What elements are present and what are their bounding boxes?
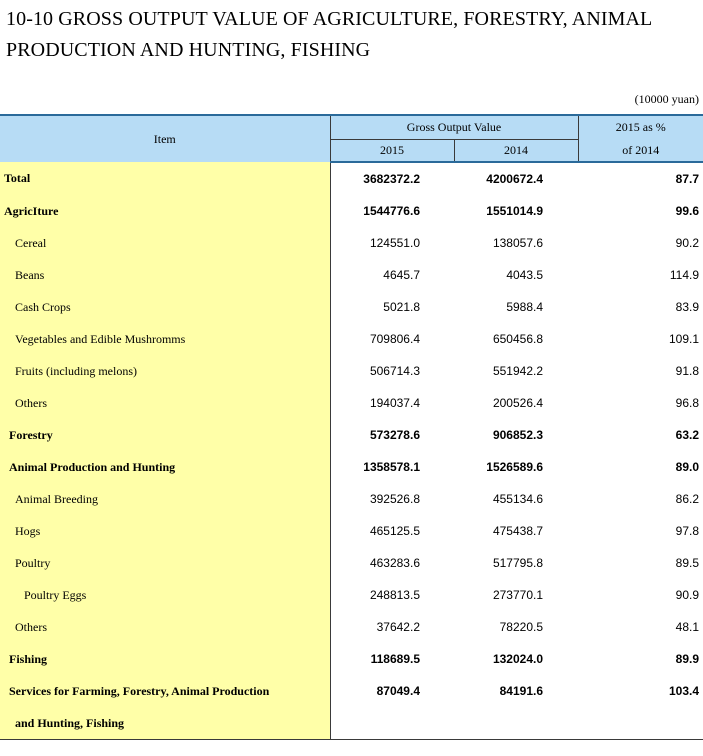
row-label: Hogs — [0, 515, 330, 547]
value-2014: 132024.0 — [492, 652, 544, 666]
value-pct: 90.9 — [675, 588, 700, 602]
value-2014: 200526.4 — [492, 396, 544, 410]
value-pct: 99.6 — [675, 204, 700, 218]
value-2015: 124551.0 — [369, 236, 420, 250]
value-2015: 87049.4 — [376, 684, 420, 698]
value-2014: 551942.2 — [492, 364, 544, 378]
value-pct: 89.5 — [675, 556, 700, 570]
row-label: Fishing — [0, 643, 330, 675]
value-pct: 103.4 — [668, 684, 700, 698]
value-2014: 84191.6 — [499, 684, 544, 698]
value-2015: 506714.3 — [369, 364, 420, 378]
value-2014: 78220.5 — [499, 620, 544, 634]
value-2015: 5021.8 — [383, 300, 420, 314]
value-pct: 86.2 — [675, 492, 700, 506]
row-label: Animal Production and Hunting — [0, 451, 330, 483]
value-2014: 475438.7 — [492, 524, 544, 538]
header-gross-output-value: Gross Output Value — [330, 115, 578, 139]
page-title: 10-10 GROSS OUTPUT VALUE OF AGRICULTURE, FORESTRY, ANIMAL PRODUCTION AND HUNTING, FISHING — [6, 8, 652, 61]
header-item: Item — [0, 115, 330, 162]
value-pct: 97.8 — [675, 524, 700, 538]
row-label: Cereal — [0, 227, 330, 259]
value-2015: 392526.8 — [369, 492, 420, 506]
unit-label: (10000 yuan) — [634, 92, 699, 106]
value-2014: 517795.8 — [492, 556, 544, 570]
value-pct: 83.9 — [675, 300, 700, 314]
value-2015: 118689.5 — [370, 652, 420, 666]
row-label: Poultry — [0, 547, 330, 579]
value-2015 — [330, 707, 454, 740]
value-2014: 5988.4 — [506, 300, 544, 314]
value-2015: 248813.5 — [369, 588, 420, 602]
value-2014: 273770.1 — [492, 588, 544, 602]
value-pct: 109.1 — [668, 332, 700, 346]
value-2014: 455134.6 — [492, 492, 544, 506]
value-pct: 48.1 — [675, 620, 700, 634]
value-2015: 709806.4 — [369, 332, 420, 346]
value-2015: 4645.7 — [383, 268, 420, 282]
value-2015: 463283.6 — [369, 556, 420, 570]
row-label: Poultry Eggs — [0, 579, 330, 611]
row-label: Beans — [0, 259, 330, 291]
value-pct: 91.8 — [675, 364, 700, 378]
value-pct: 114.9 — [669, 268, 700, 282]
value-2015: 37642.2 — [376, 620, 420, 634]
value-2015: 194037.4 — [369, 396, 420, 410]
value-pct: 90.2 — [675, 236, 700, 250]
row-label: Total — [0, 162, 330, 195]
value-2014: 138057.6 — [492, 236, 544, 250]
row-label: Fruits (including melons) — [0, 355, 330, 387]
row-label: Others — [0, 387, 330, 419]
value-pct: 96.8 — [675, 396, 700, 410]
value-2015: 573278.6 — [369, 428, 420, 442]
row-label: AgricIture — [0, 195, 330, 227]
row-label: Services for Farming, Forestry, Animal Production — [0, 675, 330, 707]
header-pct-line1: 2015 as % — [578, 115, 703, 139]
header-pct-line2: of 2014 — [578, 139, 703, 162]
row-label: Vegetables and Edible Mushromms — [0, 323, 330, 355]
value-2014: 4043.5 — [506, 268, 544, 282]
header-year-2014: 2014 — [454, 139, 578, 162]
value-pct: 89.0 — [675, 460, 700, 474]
value-2014: 1526589.6 — [486, 460, 544, 474]
value-pct: 63.2 — [675, 428, 700, 442]
row-label: Animal Breeding — [0, 483, 330, 515]
row-label: and Hunting, Fishing — [0, 707, 330, 740]
value-2015: 3682372.2 — [363, 172, 420, 186]
value-2014: 4200672.4 — [486, 172, 544, 186]
row-label: Cash Crops — [0, 291, 330, 323]
row-label: Forestry — [0, 419, 330, 451]
data-table — [0, 114, 703, 740]
value-pct: 89.9 — [675, 652, 700, 666]
value-pct: 87.7 — [675, 172, 700, 186]
value-2014: 1551014.9 — [486, 204, 544, 218]
value-2015: 1358578.1 — [363, 460, 420, 474]
header-year-2015: 2015 — [330, 139, 454, 162]
value-2014: 650456.8 — [492, 332, 544, 346]
value-pct — [578, 707, 703, 740]
value-2015: 1544776.6 — [363, 204, 420, 218]
value-2014 — [454, 707, 578, 740]
value-2014: 906852.3 — [492, 428, 544, 442]
row-label: Others — [0, 611, 330, 643]
value-2015: 465125.5 — [369, 524, 420, 538]
